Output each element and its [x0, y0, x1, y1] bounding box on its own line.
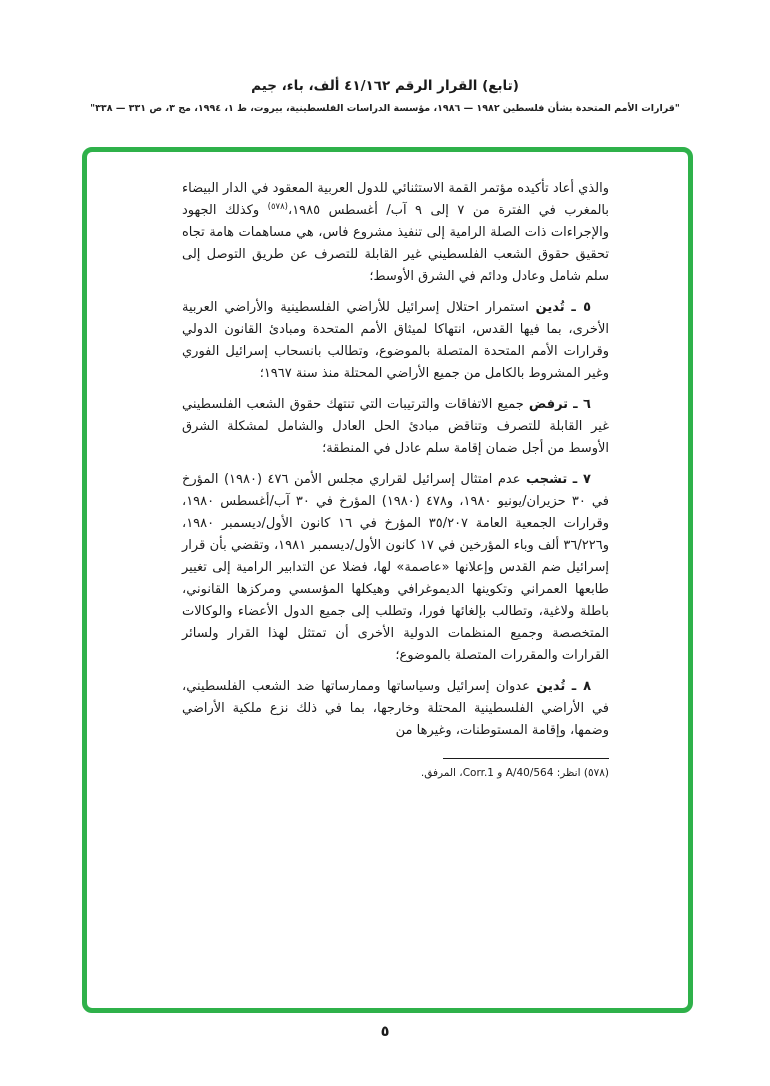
paragraph-number: ٦ ـ	[573, 397, 591, 412]
body-paragraph	[182, 676, 609, 742]
footnote-text	[182, 765, 609, 782]
paragraph-lead: ترفض	[528, 397, 569, 412]
paragraph-text: عدم امتثال إسرائيل لقراري مجلس الأمن ٤٧٦ (١٩٨٠) المؤرخ في ٣٠ حزيران/يونيو ١٩٨٠، و٤٧٨ (١٩٨٠) المؤرخ في ٣٠ آب/أغسطس ١٩٨٠، وقرارات الجمعية العامة ٣٥/٢٠٧ المؤرخ في ١٦ كانون الأول/ديسمبر ١٩٨٠، و٣٦/٢٢٦ ألف وباء المؤرخين في ١٧ كانون الأول/ديسمبر ١٩٨١، وتقضي بأن قرار إسرائيل ضم القدس وإعلانها «عاصمة» لها، فضلا عن التدابير الرامية إلى تغيير طابعها العمراني وتكوينها الديموغرافي وهيكلها المؤسسي ومركزها القانوني، باطلة ولاغية، وتطالب بإلغائها فورا، وتطلب إلى جميع الدول الأعضاء والوكالات المتخصصة وجميع المنظمات الدولية الأخرى أن تمتثل لهذا القرار ولسائر القرارات والمقررات المتصلة بالموضوع؛	[182, 472, 609, 663]
footnote-area	[182, 758, 609, 782]
paragraph-text: جميع الاتفاقات والترتيبات التي تنتهك حقوق الشعب الفلسطيني غير القابلة للتصرف وتناقض مبادئ الحل العادل والشامل لمشكلة الشرق الأوسط من أجل ضمان إقامة سلم عادل في المنطقة؛	[182, 397, 609, 456]
paragraph-lead: تُدين	[535, 300, 565, 315]
body-text	[182, 178, 609, 782]
footnote-body: انظر: A/40/564 و Corr.1، المرفق.	[420, 767, 584, 779]
body-paragraph	[182, 394, 609, 460]
paragraph-text: استمرار احتلال إسرائيل للأراضي الفلسطينية والأراضي العربية الأخرى، بما فيها القدس، انتهاكا لميثاق الأمم المتحدة ومبادئ القانون الدولي وقرارات الأمم المتحدة المتصلة بالموضوع، وتطالب بانسحاب إسرائيل الفوري وغير المشروط بالكامل من جميع الأراضي المحتلة منذ سنة ١٩٦٧؛	[182, 300, 609, 381]
paragraph-lead: تُدين	[536, 679, 566, 694]
footnote-number: (٥٧٨)	[583, 767, 609, 779]
paragraph-number: ٨ ـ	[571, 679, 591, 694]
footnote-divider	[443, 758, 609, 759]
body-paragraph	[182, 297, 609, 385]
resolution-title: (تابع) القرار الرقم ٤١/١٦٢ ألف، باء، جيم	[251, 78, 519, 94]
paragraph-number: ٧ ـ	[572, 472, 591, 487]
paragraph-text: والذي أعاد تأكيده مؤتمر القمة الاستثنائي للدول العربية المعقود في الدار البيضاء بالمغرب في الفترة من ٧ إلى ٩ آب/ أغسطس ١٩٨٥،	[182, 181, 610, 218]
source-citation: "قرارات الأمم المتحدة بشأن فلسطين ١٩٨٢ — ١٩٨٦، مؤسسة الدراسات الفلسطينية، بيروت، ط ١، ١٩٩٤، مج ٣، ص ٣٣١ — ٣٣٨"	[90, 103, 680, 114]
paragraph-text: وكذلك الجهود والإجراءات ذات الصلة الرامية إلى تنفيذ مشروع فاس، هي مساهمات هامة تجاه تحقيق حقوق الشعب الفلسطيني غير القابلة للتصرف عن طريق التوصل إلى سلم شامل وعادل ودائم في الشرق الأوسط؛	[182, 203, 609, 284]
footnote-marker: (٥٧٨)	[267, 202, 288, 212]
paragraph-number: ٥ ـ	[571, 300, 591, 315]
body-paragraph	[182, 469, 609, 667]
frame-inner	[87, 152, 688, 1008]
green-frame	[82, 147, 693, 1013]
body-paragraph	[182, 178, 609, 288]
page-number: ٥	[380, 1024, 390, 1040]
paragraph-lead: تشجب	[525, 472, 568, 487]
paragraph-text: عدوان إسرائيل وسياساتها وممارساتها ضد الشعب الفلسطيني، في الأراضي الفلسطينية المحتلة وخارجها، بما في ذلك نزع ملكية الأراضي وضمها، وإقامة المستوطنات، وغيرها من	[182, 679, 609, 738]
